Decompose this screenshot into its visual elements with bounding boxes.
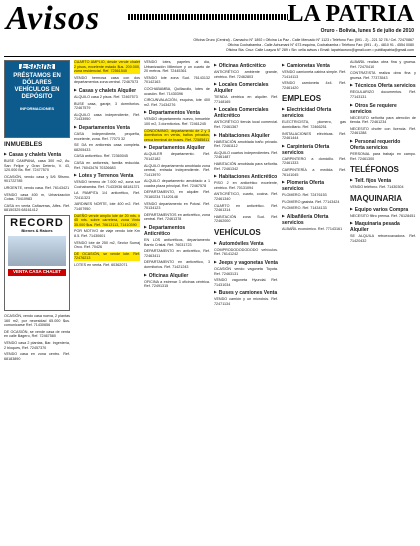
classified-ad: VENDO casa 2 plantas, Bar. Ingeniería, 2 bloques, Ref. 72457370 [4, 340, 70, 350]
column-6 [350, 60, 416, 544]
classified-ad: VENDO terreno de 7.000 m2, zona sur Cochabamba. Ref. 71433936 68181371 [74, 180, 140, 189]
subsection-heading: ▶ Casas y chalets Alquiler [74, 87, 140, 94]
classified-ad: CUARTO en anticrético. Ref. 72461314 [214, 203, 278, 213]
subsection-heading: ▶ Electricidad Oferta servicios [282, 106, 346, 119]
classified-ad: ALQUILO cuartos independientes. Ref. 72461487 [214, 150, 278, 160]
subsection-heading: ▶ Personal requerido Oferta servicios [350, 138, 416, 151]
classified-ad: VENDO teléfono. Ref. 71430304 [350, 185, 404, 190]
page-title: Avisos [6, 0, 101, 37]
classified-ad: CASA anticrético. Ref. 72360045 [74, 154, 128, 159]
subsection-heading: ▶ Automóviles Venta [214, 240, 278, 247]
classified-ad: CASA en venta Cañaveras, Alfes. Ref. 68150325 68161412 [4, 203, 70, 213]
classified-ad: ALQUILO casa independiente, Ref. 71433950 [74, 112, 140, 122]
classified-ad: OCASIÓN, vendo casa y 5/6 Sfismo. 901722785 [4, 174, 70, 184]
classified-ad: DEPARTAMENTO, en alquiler. Ref. 70160234 71420148 [144, 190, 210, 200]
subsection-heading: ▶ Departamentos Venta [144, 109, 210, 116]
classified-ad: INSTALACIONES eléctricas. Ref. 72461444 [282, 131, 346, 141]
classified-ad: SE DA en anticresis casa completa. 68205433 [74, 143, 140, 152]
classified-ad: ALQUILER departamento. Ref. 70142182 [144, 152, 210, 161]
address-line-1: Oficina Oruro (Central) - Camacho N° 1892 • Oficina La Paz - Calle Mercado N° 1123 • Teléfono Fax: (591 - 2) - 221 32 78 / Cel. 72470867 [193, 38, 414, 42]
classified-ad: VENDO casa en zona centro. Ref. 68183890 [4, 352, 70, 361]
column-5 [282, 60, 346, 544]
subsection-heading: ▶ Técnicos Oferta servicios [350, 82, 416, 89]
section-heading: VEHÍCULOS [214, 227, 261, 237]
classified-ad: OCASIÓN vendo vagoneta Toyota. Ref. 72463131 [214, 267, 278, 276]
classified-ad: HABITACIÓN zona Sud. Ref. 72462000 [214, 214, 278, 224]
classified-ad-highlighted: DE OCASIÓN, se vende lote. Ref. 72476213 [74, 251, 140, 261]
classified-ad: TIENDA céntrica en alquiler. Ref. 77148165 [214, 95, 278, 104]
column-1 [4, 60, 70, 544]
classified-ad: LA PAMPITA 1/4 anticrético, Ref. 72411323 [74, 191, 140, 200]
subsection-heading: ▶ Habitaciones Anticrético [214, 173, 278, 180]
ad-record-warning: VENTA CASA CHALET [8, 269, 66, 276]
classified-ad: VENDO departamento nuevo, inmueble 100 m2, 3 dormitorios. Ref. 72461245 [144, 117, 210, 126]
title-rule [128, 14, 288, 20]
classified-ad: ALBAÑIL económico. Ref. 77143161 [282, 226, 343, 231]
classified-ad: ANTICRÉTICO, cuarto, cocina. Ref. 72461340 [214, 192, 278, 201]
subsection-heading: ▶ Oficinas Alquiler [144, 272, 210, 279]
subsection-heading: ▶ Plomería Oferta servicios [282, 179, 346, 192]
classified-ad: JARDINES NORTE, lote 400 m2. Ref. 71407950 [74, 202, 140, 212]
classified-ad: COCHABAMBA, Quillacollo, lotes de ocasión. Ref. 71430396 [144, 86, 210, 96]
classified-ad: CONTRATISTA realiza obra fina y gruesa. Ref. 77373543 [350, 71, 416, 80]
email-line: Oficina Sta. Cruz: Calle Loayza N° 289 • Sin: cella avisos • Email: lapatriaoruro@gmail.com • publilapatria@gmail.com [225, 48, 414, 52]
classified-ad: DEPARTAMENTOS en anticrético, zona central. Ref. 72461378 [144, 212, 210, 222]
section-heading: TELÉFONOS [350, 165, 399, 175]
classified-ad: VENDO lotes, papeles al día, Urbanización Milenium y un cuarto de 20 metros. Ref. 72445361 [144, 60, 210, 74]
ad-record-logo: RECORD [10, 216, 64, 229]
classified-ad: BUSE CAMPANA, casa 300 m2, Av. San Felipe y Gran Deterio, V. 43, 120.000 Bs. Ref. 72477570 [4, 159, 70, 173]
subsection-heading: ▶ Habitaciones Alquiler [214, 132, 278, 139]
column-4 [214, 60, 278, 544]
classified-ad: OCASIÓN, vendo casa nueva, 2 plantas 160 m2, por necesidad 65.000 $us. comunicarse Ref. 71430656 [4, 313, 70, 328]
ad-record [4, 215, 70, 311]
classified-ad: DEPARTAMENTO en anticrético, Ref. 72463411 [144, 249, 210, 258]
ad-spain-line-2: VEHÍCULOS EN DEPÓSITO [14, 86, 60, 100]
classified-ad: DEPARTAMENTO en anticrético, 3 dormitorios. Ref. 71421243 [144, 260, 210, 269]
subsection-heading: ▶ Lotes y Terrenos Venta [74, 172, 140, 179]
subsection-heading: ▶ Departamentos Anticrético [144, 224, 210, 237]
classified-ad: EN LOS anticréticos, departamento Barrio Cristal. Ref. 76031723 [144, 238, 210, 247]
classified-ad: CIRCUNVALACIÓN, esquina, lote 400 m2. Ref. 71434276 [144, 98, 210, 107]
ad-spain-logo: España [20, 61, 53, 71]
classified-ad: VENDO lote zona Sud. 76143132 70142163 [144, 75, 210, 85]
classified-ad: ALQUILO departamento amoblado zona central, entrada independiente. Ref. 71413970 [144, 163, 210, 177]
classified-ad: VENDO camioneta 4x4. Ref. 72461420 [282, 81, 346, 90]
classified-ad: NECESITO señorita para atención de tienda. Ref. 72461234 [350, 115, 416, 125]
classified-ad: PLOMERO. Ref. 72476153 [282, 193, 327, 198]
classified-ad: ANTICRÉTICO ambiente grande, céntrico. Ref. 72462803 [214, 70, 278, 79]
classified-ad: CASA en anticresis, familia reducida. Ref. 76043476 70326683 [74, 160, 140, 170]
classified-ad: OFICINA a estrenar 3 oficinas céntrica. Ref. 72491315 [144, 279, 210, 289]
classified-ad: NECESITO chofer con licencia. Ref. 72461288 [350, 126, 416, 136]
address-line-2: Oficina Cochabamba - Calle Achumani N° 673 esquina, Cochabamba • Teléfono Fax: (591 - 4) - 4810 91 - 4554 0080 [227, 43, 414, 47]
classified-ad: SE ALQUILA retroexcavadora. Ref. 71420432 [350, 234, 416, 243]
classified-ad: PLOMERO gasista. Ref. 77143424 [282, 199, 340, 204]
header-divider [4, 56, 416, 57]
classified-ad: VENDO lote de 250 m2, Sector Sumaj Orco. Ref. 70426 [74, 240, 140, 250]
classified-ad: HABITACIÓN amoblada para señorita. Ref. 72461342 [214, 161, 278, 171]
classified-ad-highlighted: CUARTO AMPLIO, desde vende chalet 2 pisos, excelente estado $us. 200.000, zona residencial. Ref. 72561540 [74, 60, 140, 74]
classified-ad: ELECTRICISTA, plomero, gas domiciliario. Ref. 72466251 [282, 120, 346, 129]
section-heading: MAQUINARIA [350, 193, 402, 203]
header-address [140, 38, 414, 53]
subsection-heading: ▶ Carpintería Oferta servicios [282, 143, 346, 156]
classified-ad: NECESITO filtro prensa. Ref. 76128451 [350, 213, 416, 218]
classified-ad: DE OCASIÓN, se vende casa de venta en calle Bagero, Ref. 72467580 [4, 329, 70, 339]
classified-ad: PISO 2 en anticrético excelente, céntrico. Ref. 70131094 [214, 181, 278, 190]
section-heading: INMUEBLES [4, 141, 43, 148]
classified-ad: VENDO vagoneta Hyundai. Ref. 71431034 [214, 278, 278, 287]
ad-record-photo [8, 236, 66, 266]
subsection-heading: ▶ Locales Comerciales Anticrético [214, 106, 278, 119]
section-heading: EMPLEOS [282, 94, 322, 104]
subsection-heading: ▶ Equipo varios Compra [350, 206, 416, 213]
ad-spain [4, 60, 70, 138]
subsection-heading: ▶ Locales Comerciales Alquiler [214, 81, 278, 94]
subsection-heading: ▶ Jeeps y vagonetas Venta [214, 259, 278, 266]
subsection-heading: ▶ Departamentos Venta [74, 124, 140, 131]
subsection-heading: ▶ Buses y camiones Venta [214, 289, 278, 296]
classified-ad: VENDO camioneta cabina simple. Ref. 71414113 [282, 70, 346, 79]
classified-ad: ALQUILO casa 2 pisos. Ref. 72467573 [74, 94, 138, 99]
classified-ad: ALBAÑIL realiza obra fina y gruesa. Ref. 72470410 [350, 60, 416, 69]
classified-ad: LOTES en venta. Ref. 60362071 [74, 263, 128, 267]
classified-ad: ANTICRÉTICO tienda local comercial. Ref. 72461367 [214, 120, 278, 129]
classified-ad: POR MOTIVO de viaje vendo lote Km 8.5. Ref. 71430601 [74, 229, 140, 239]
classified-ad: PLOMERO. Ref. 71434133 [282, 206, 327, 211]
classified-ad: ALQUILO departamento amoblado a 1 cuadra plaza principal. Ref. 72467578 [144, 179, 210, 188]
subsection-heading: ▶ Telf. fijos Venta [350, 177, 416, 184]
classified-ad: CARPINTERO a domicilio. Ref. 72461333 [282, 156, 346, 166]
column-2 [74, 60, 140, 544]
ad-spain-line-3: INFORMACIONES [20, 105, 54, 111]
classified-ad: VENDO casa 400 m, Urbanización Cotas. 70410983 [4, 192, 70, 202]
subsection-heading: ▶ Oficinas Anticrético [214, 62, 278, 69]
newspaper-name: LA PATRIA [287, 1, 414, 27]
subsection-heading: ▶ Albañilería Oferta servicios [282, 213, 346, 226]
subsection-heading: ▶ Casas y chalets Venta [4, 151, 70, 158]
classified-ad: BUSE casa, garaje, 3 dormitorios. 72467579 [74, 101, 140, 111]
classified-ad: REGULARIZO documentos. Ref. 77143131 [350, 90, 416, 99]
classified-ad: CASA independiente, pequeña, excelente, zona. Ref. 77073 32 [74, 131, 140, 141]
classified-ad: PERSONAL para trabajo en campo. Ref. 72461300 [350, 151, 416, 161]
classified-ad: COMPRODODODODODO vehículos. Ref. 76141242 [214, 247, 278, 257]
subsection-heading: ▶ Otros Se requiere servicios [350, 102, 416, 115]
classified-ad: VENDO hermosa casa con dos departamentos zona central. 72467573 [74, 75, 140, 85]
classified-ad: CARPINTERÍA a medida. Ref. 76141045 [282, 167, 346, 177]
subsection-heading: ▶ Camionetas Venta [282, 62, 346, 69]
classified-ad: HABITACIÓN amoblada baño privado. Ref. 72461112 [214, 139, 278, 149]
classified-ad: VENDO camión y un microbús. Ref. 72471134 [214, 297, 278, 307]
subsection-heading: ▶ Maquinaria pesada Alquiler [350, 220, 416, 233]
classified-ad-highlighted: DUEÑO vende amplio lote de 20 mts. x 45 mts. sobre carretera, zona Vinto 35.000 $us. Ref. 70613113, 71410390 [74, 213, 140, 227]
classified-ad: VENDO departamento en Potosí. Ref. 70134123 [144, 201, 210, 211]
classified-ad-highlighted: CONDOMINIO, departamento de 2 y 3 dormitorios en venta, baños privados, cerca terminal de buses. Ref. 72585811 [144, 128, 210, 142]
ad-record-sub: Bienes & Raíces [21, 227, 53, 233]
subsection-heading: ▶ Departamentos Alquiler [144, 144, 210, 151]
ad-spain-line-1: PRÉSTAMOS EN DÓLARES [13, 72, 61, 86]
column-3 [144, 60, 210, 544]
classified-ad: URGENTE, vendo casa. Ref. 76143421 [4, 185, 70, 190]
issue-date: Oruro - Bolivia, lunes 5 de julio de 2010 [320, 28, 414, 34]
